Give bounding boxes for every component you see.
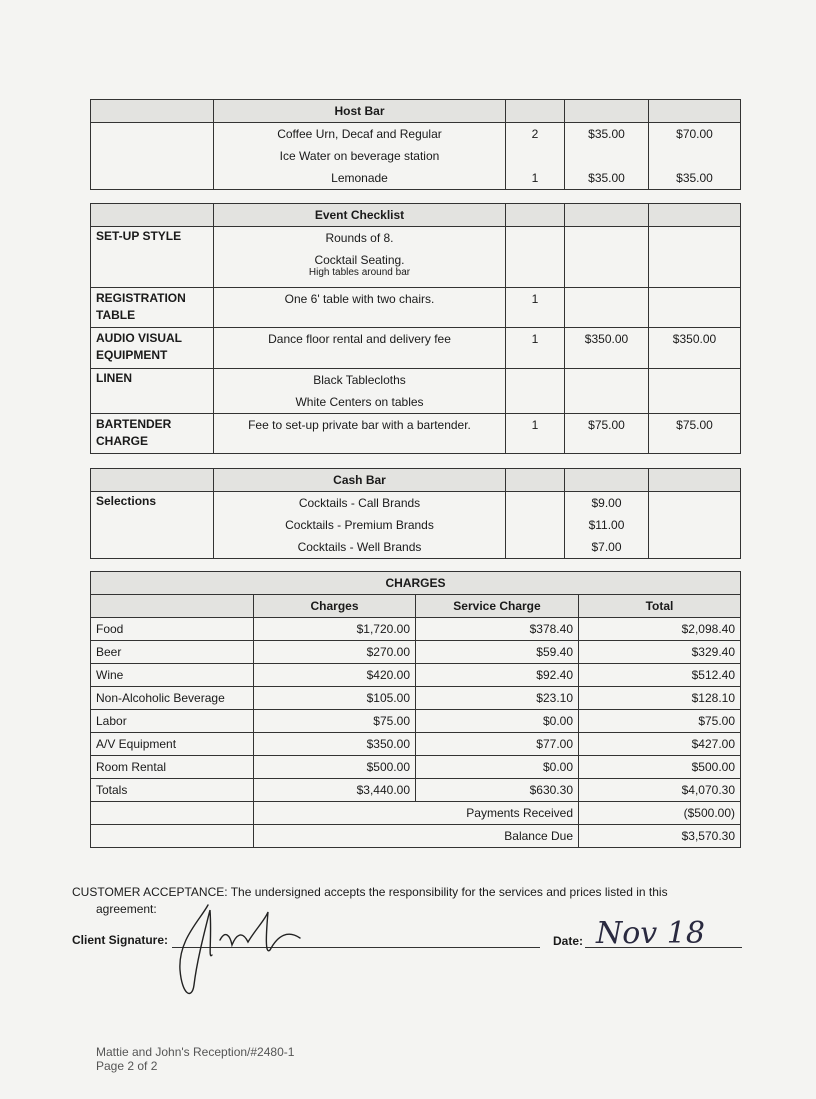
checklist-label: SET-UP STYLE xyxy=(91,227,214,288)
totals-row xyxy=(91,779,741,802)
total-amount: $2,098.40 xyxy=(579,618,741,641)
service-amount: $630.30 xyxy=(416,779,579,802)
cash-bar-item-desc: Cocktails - Well Brands xyxy=(297,540,422,554)
cash-bar-item-price: $9.00 xyxy=(591,496,622,510)
charge-amount: $3,440.00 xyxy=(254,779,416,802)
total-amount: $4,070.30 xyxy=(579,779,741,802)
service-amount: $59.40 xyxy=(416,641,579,664)
checklist-line: Rounds of 8. xyxy=(325,231,394,245)
payments-value: ($500.00) xyxy=(579,802,741,825)
acceptance-text-cont: agreement: xyxy=(96,902,157,916)
total-header: Total xyxy=(579,595,741,618)
checklist-line: Cocktail Seating. xyxy=(314,253,405,267)
cash-bar-item-price: $7.00 xyxy=(591,540,622,554)
charge-name: A/V Equipment xyxy=(91,733,254,756)
checklist-label: REGISTRATION TABLE xyxy=(91,288,214,328)
table-row xyxy=(91,618,741,641)
table-row xyxy=(91,710,741,733)
payments-row xyxy=(91,802,741,825)
service-amount: $77.00 xyxy=(416,733,579,756)
checklist-line: Fee to set-up private bar with a bartender. xyxy=(248,418,471,432)
checklist-line: Black Tablecloths xyxy=(313,373,406,387)
checklist-total: $75.00 xyxy=(676,418,713,432)
event-checklist-title: Event Checklist xyxy=(214,204,506,227)
charge-name: Room Rental xyxy=(91,756,254,779)
cash-bar-table xyxy=(90,468,741,559)
charge-name: Non-Alcoholic Beverage xyxy=(91,687,254,710)
checklist-row xyxy=(91,414,741,454)
handwritten-signature xyxy=(170,900,350,1000)
balance-value: $3,570.30 xyxy=(579,825,741,848)
checklist-row xyxy=(91,328,741,369)
footer-event-name: Mattie and John's Reception/#2480-1 xyxy=(96,1045,295,1059)
checklist-qty: 1 xyxy=(531,292,539,306)
charge-amount: $105.00 xyxy=(254,687,416,710)
charge-amount: $500.00 xyxy=(254,756,416,779)
host-bar-item-total: $70.00 xyxy=(676,127,713,141)
checklist-row xyxy=(91,369,741,414)
table-row xyxy=(91,733,741,756)
signature-label: Client Signature: xyxy=(72,933,169,947)
service-amount: $92.40 xyxy=(416,664,579,687)
checklist-line: One 6' table with two chairs. xyxy=(284,292,435,306)
total-amount: $128.10 xyxy=(579,687,741,710)
table-row xyxy=(91,664,741,687)
charge-name: Beer xyxy=(91,641,254,664)
balance-label: Balance Due xyxy=(254,825,579,848)
checklist-label: BARTENDER CHARGE xyxy=(91,414,214,454)
checklist-row xyxy=(91,227,741,288)
balance-row xyxy=(91,825,741,848)
checklist-row xyxy=(91,288,741,328)
total-amount: $75.00 xyxy=(579,710,741,733)
cash-bar-label: Selections xyxy=(91,492,214,559)
charge-name: Totals xyxy=(91,779,254,802)
charge-name: Food xyxy=(91,618,254,641)
cash-bar-item-price: $11.00 xyxy=(588,518,625,532)
date-label: Date: xyxy=(553,934,584,948)
host-bar-item-qty: 2 xyxy=(531,127,539,141)
charge-name: Wine xyxy=(91,664,254,687)
checklist-line: White Centers on tables xyxy=(295,395,424,409)
cash-bar-item-desc: Cocktails - Premium Brands xyxy=(285,518,434,532)
host-bar-item-total: $35.00 xyxy=(676,171,713,185)
checklist-qty: 1 xyxy=(531,332,539,346)
checklist-total: $350.00 xyxy=(672,332,717,346)
table-row xyxy=(91,756,741,779)
checklist-price: $75.00 xyxy=(588,418,625,432)
checklist-qty: 1 xyxy=(531,418,539,432)
checklist-price: $350.00 xyxy=(584,332,629,346)
total-amount: $500.00 xyxy=(579,756,741,779)
handwritten-date: Nov 18 xyxy=(596,916,705,951)
acceptance-text: CUSTOMER ACCEPTANCE: The undersigned accepts the responsibility for the services and prices listed in this xyxy=(72,885,668,899)
host-bar-item-price: $35.00 xyxy=(588,127,625,141)
charge-amount: $75.00 xyxy=(254,710,416,733)
checklist-note: High tables around bar xyxy=(308,267,411,278)
table-row xyxy=(91,687,741,710)
event-checklist-table xyxy=(90,203,741,454)
host-bar-item-qty: 1 xyxy=(531,171,539,185)
checklist-label: AUDIO VISUAL EQUIPMENT xyxy=(91,328,214,369)
host-bar-table xyxy=(90,99,741,190)
charge-amount: $350.00 xyxy=(254,733,416,756)
host-bar-item-desc: Ice Water on beverage station xyxy=(279,149,440,163)
service-charge-header: Service Charge xyxy=(416,595,579,618)
footer-page-number: Page 2 of 2 xyxy=(96,1059,158,1073)
page-footer xyxy=(96,1045,294,1073)
host-bar-item-price: $35.00 xyxy=(588,171,625,185)
charge-amount: $420.00 xyxy=(254,664,416,687)
charge-amount: $270.00 xyxy=(254,641,416,664)
total-amount: $512.40 xyxy=(579,664,741,687)
cash-bar-title: Cash Bar xyxy=(214,469,506,492)
host-bar-item-desc: Coffee Urn, Decaf and Regular xyxy=(277,127,442,141)
customer-acceptance xyxy=(72,884,712,918)
host-bar-item-desc: Lemonade xyxy=(331,171,388,185)
charges-header: Charges xyxy=(254,595,416,618)
charge-name: Labor xyxy=(91,710,254,733)
total-amount: $329.40 xyxy=(579,641,741,664)
payments-label: Payments Received xyxy=(254,802,579,825)
service-amount: $0.00 xyxy=(416,756,579,779)
charges-table xyxy=(90,571,741,848)
service-amount: $378.40 xyxy=(416,618,579,641)
charge-amount: $1,720.00 xyxy=(254,618,416,641)
cash-bar-item-desc: Cocktails - Call Brands xyxy=(298,496,421,510)
host-bar-title: Host Bar xyxy=(214,100,506,123)
table-row xyxy=(91,641,741,664)
service-amount: $23.10 xyxy=(416,687,579,710)
checklist-line: Dance floor rental and delivery fee xyxy=(268,332,451,346)
charges-title: CHARGES xyxy=(91,572,741,595)
service-amount: $0.00 xyxy=(416,710,579,733)
total-amount: $427.00 xyxy=(579,733,741,756)
checklist-label: LINEN xyxy=(91,369,214,414)
